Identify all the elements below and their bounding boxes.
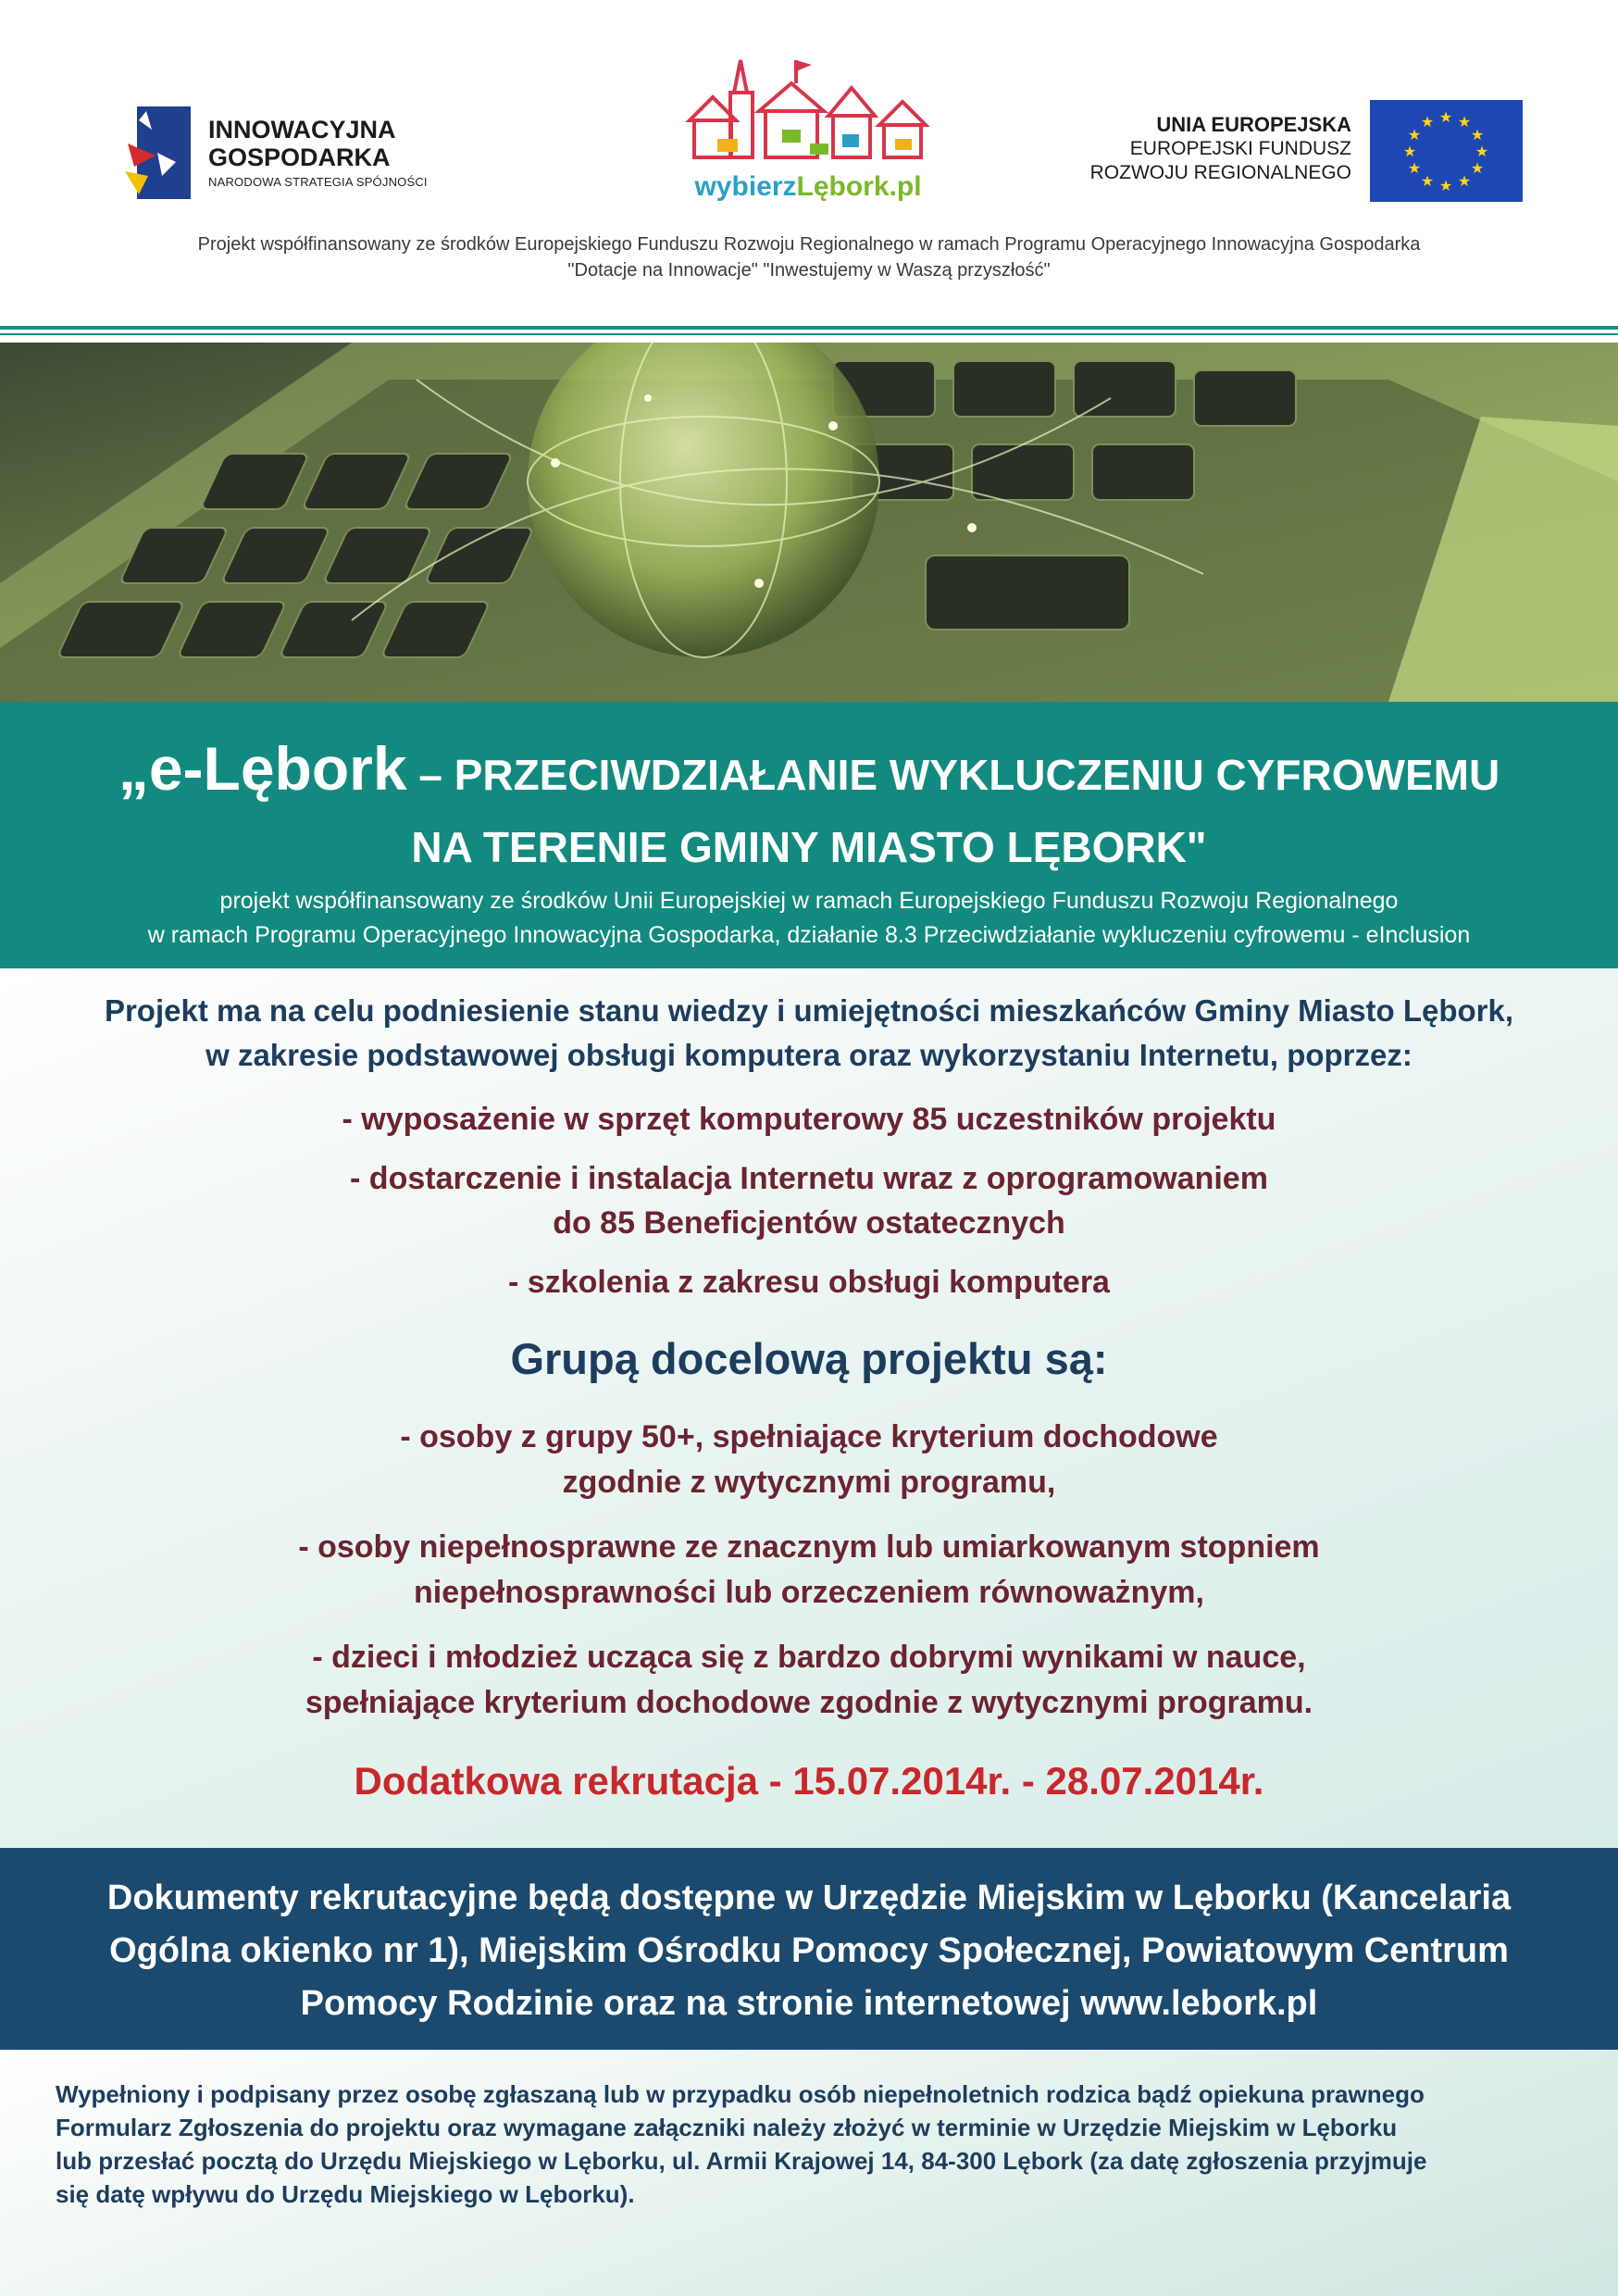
aim-line: do 85 Beneficjentów ostatecznych	[553, 1205, 1065, 1241]
group-line: zgodnie z wytycznymi programu,	[562, 1465, 1056, 1500]
submission-instructions	[56, 2078, 1574, 2211]
funding-note	[56, 231, 1562, 283]
svg-text:★: ★	[1457, 113, 1472, 131]
funding-line1: Projekt współfinansowany ze środków Europejskiego Funduszu Rozwoju Regionalnego w ramach Programu Operacyjnego Innowacyjna Gospodarka	[197, 234, 1421, 255]
project-intro	[56, 989, 1562, 1078]
svg-text:★: ★	[1457, 172, 1472, 190]
footer-line2: Formularz Zgłoszenia do projektu oraz wymagane załączniki należy złożyć w terminie w Urzędzie Miejskim w Lęborku	[56, 2114, 1398, 2141]
aim-item	[148, 1156, 1470, 1245]
target-group-item	[148, 1415, 1470, 1505]
footer-line3: lub przesłać pocztą do Urzędu Miejskiego w Lęborku, ul. Armii Krajowej 14, 84-300 Lębork (za datę zgłoszenia przyjmuje	[56, 2147, 1427, 2175]
docs-line1: Dokumenty rekrutacyjne będą dostępne w Urzędzie Miejskim w Lęborku (Kancelaria	[106, 1878, 1512, 1917]
docs-line2: Ogólna okienko nr 1), Miejskim Ośrodku Pomocy Społecznej, Powiatowym Centrum	[109, 1931, 1509, 1970]
eu-line1: UNIA EUROPEJSKA	[1156, 113, 1351, 136]
eu-line3: ROZWOJU REGIONALNEGO	[1089, 162, 1351, 183]
svg-text:★: ★	[1475, 143, 1489, 160]
target-group-item	[148, 1635, 1470, 1726]
title-line1-rest: – PRZECIWDZIAŁANIE WYKLUCZENIU CYFROWEMU	[406, 751, 1500, 799]
svg-text:★: ★	[1470, 159, 1485, 177]
funding-line2: "Dotacje na Innowacje" "Inwestujemy w Waszą przyszłość"	[567, 260, 1051, 281]
aim-line: - wyposażenie w sprzęt komputerowy 85 uczestników projektu	[342, 1102, 1276, 1137]
keyboard-globe-photo	[0, 343, 1618, 702]
svg-text:★: ★	[1420, 172, 1435, 190]
poster-subtitle	[0, 884, 1618, 953]
target-group-heading: Grupą docelową projektu są:	[510, 1334, 1108, 1383]
group-line: niepełnosprawności lub orzeczeniem równoważnym,	[414, 1575, 1204, 1610]
svg-text:★: ★	[1402, 143, 1417, 160]
header-divider	[0, 326, 1618, 330]
aim-item	[148, 1097, 1470, 1142]
target-groups-list	[148, 1415, 1470, 1745]
docs-line3: Pomocy Rodzinie oraz na stronie internetowej www.lebork.pl	[300, 1984, 1318, 2023]
svg-text:★: ★	[1438, 108, 1453, 126]
group-line: spełniające kryterium dochodowe zgodnie z wytycznymi programu.	[305, 1685, 1313, 1720]
svg-text:★: ★	[1420, 113, 1435, 131]
innowacyjna-gospodarka-logo	[120, 97, 454, 208]
subtitle-line2: w ramach Programu Operacyjnego Innowacyjna Gospodarka, działanie 8.3 Przeciwdziałanie wykluczeniu cyfrowemu - eInclusion	[147, 922, 1471, 948]
documents-info	[28, 1872, 1590, 2030]
title-quote-big: „e-Lębork	[118, 734, 407, 803]
target-group-item	[148, 1525, 1470, 1616]
header-divider-thin	[0, 333, 1618, 335]
lebork-logo-part1: wybierz	[694, 171, 797, 202]
lebork-logo-part2: Lębork.pl	[796, 171, 922, 202]
group-line: - osoby z grupy 50+, spełniające kryterium dochodowe	[400, 1419, 1218, 1454]
poster-title-line2: NA TERENIE GMINY MIASTO LĘBORK"	[411, 823, 1207, 871]
intro-line2: w zakresie podstawowej obsługi komputera oraz wykorzystaniu Internetu, poprzez:	[205, 1038, 1413, 1072]
svg-text:★: ★	[1407, 126, 1422, 144]
aim-line: - dostarczenie i instalacja Internetu wraz z oprogramowaniem	[350, 1161, 1268, 1196]
svg-text:★: ★	[1407, 159, 1422, 177]
group-line: - osoby niepełnosprawne ze znacznym lub umiarkowanym stopniem	[298, 1529, 1320, 1565]
intro-line1: Projekt ma na celu podniesienie stanu wiedzy i umiejętności mieszkańców Gminy Miasto Lębork,	[104, 993, 1514, 1028]
eu-flag-icon	[1370, 100, 1523, 202]
aim-item	[148, 1260, 1470, 1304]
footer-line4: się datę wpływu do Urzędu Miejskiego w Lęborku).	[56, 2180, 635, 2208]
project-aims-list	[148, 1097, 1470, 1319]
ig-line3: NARODOWA STRATEGIA SPÓJNOŚCI	[208, 175, 428, 189]
recruitment-dates: Dodatkowa rekrutacja - 15.07.2014r. - 28.07.2014r.	[354, 1759, 1264, 1803]
wybierz-lebork-logo	[653, 51, 958, 213]
group-line: - dzieci i młodzież ucząca się z bardzo dobrymi wynikami w nauce,	[312, 1640, 1306, 1675]
town-skyline-icon	[653, 51, 958, 171]
ig-line2: GOSPODARKA	[208, 144, 391, 171]
lebork-logo-text	[660, 171, 956, 203]
aim-line: - szkolenia z zakresu obsługi komputera	[508, 1265, 1110, 1300]
svg-text:★: ★	[1470, 126, 1485, 144]
subtitle-line1: projekt współfinansowany ze środków Unii Europejskiej w ramach Europejskiego Funduszu Rozwoju Regionalnego	[219, 888, 1399, 914]
ig-line1: INNOWACYJNA	[208, 116, 396, 144]
eu-line2: EUROPEJSKI FUNDUSZ	[1129, 138, 1351, 159]
eu-fund-logo-text	[1027, 113, 1351, 185]
innowacyjna-logo-icon	[120, 102, 194, 204]
svg-text:★: ★	[1438, 177, 1453, 194]
poster-title-line1	[0, 733, 1618, 804]
footer-line1: Wypełniony i podpisany przez osobę zgłaszaną lub w przypadku osób niepełnoletnich rodzica bądź opiekuna prawnego	[56, 2080, 1425, 2108]
